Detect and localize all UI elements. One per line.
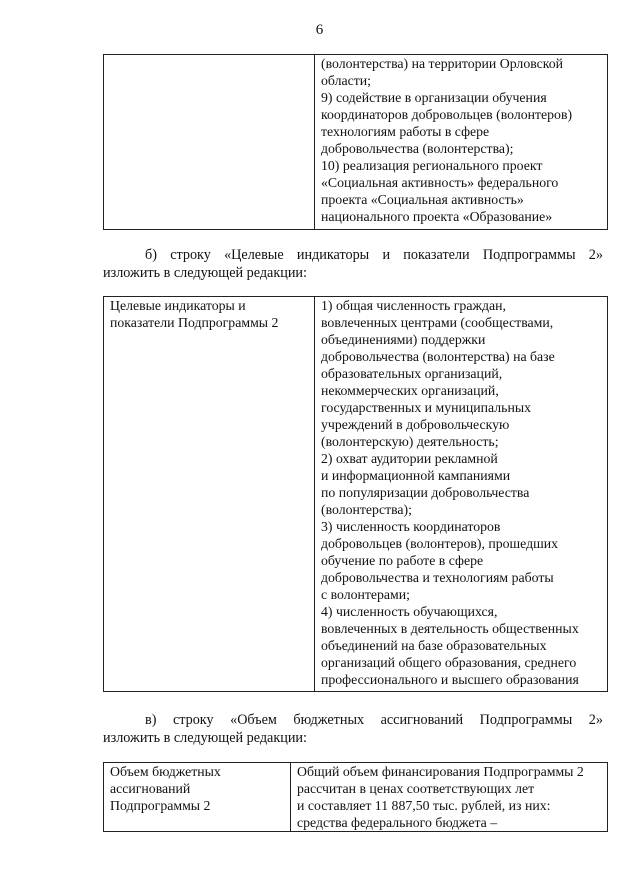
word: индикаторы — [296, 247, 370, 263]
word: строку — [170, 247, 211, 263]
paragraph-v-line2: изложить в следующей редакции: — [103, 730, 307, 746]
cell-line: «Социальная активность» федерального — [321, 175, 559, 190]
cell-line: Объем бюджетных — [110, 764, 221, 779]
cell-line: 9) содействие в организации обучения — [321, 90, 547, 105]
cell-line: показатели Подпрограммы 2 — [110, 315, 279, 330]
cell-line: вовлеченных в деятельность общественных — [321, 621, 579, 636]
table-row — [104, 297, 608, 692]
word: и — [382, 247, 391, 263]
cell-line: технологиям работы в сфере — [321, 124, 490, 139]
cell-line: профессионального и высшего образования — [321, 672, 579, 687]
cell-line: объединениями) поддержки — [321, 332, 486, 347]
word: строку — [172, 712, 214, 728]
cell-line: организаций общего образования, среднего — [321, 655, 577, 670]
cell-line: и информационной кампаниями — [321, 468, 511, 483]
cell-line: области; — [321, 73, 371, 88]
word: в) — [145, 712, 157, 728]
cell-line: Подпрограммы 2 — [110, 798, 211, 813]
table-row — [104, 763, 608, 832]
word: Подпрограммы — [482, 247, 576, 263]
paragraph-v — [103, 711, 603, 747]
paragraph-b-line1 — [103, 246, 603, 264]
cell-line: учреждений в добровольческую — [321, 417, 510, 432]
word: бюджетных — [293, 712, 365, 728]
cell-line: рассчитан в ценах соответствующих лет — [297, 781, 535, 796]
table-row — [104, 55, 608, 230]
goals-table-continuation — [103, 54, 608, 230]
word: ассигнований — [380, 712, 464, 728]
paragraph-v-line1 — [103, 711, 603, 729]
word: 2» — [588, 247, 603, 263]
cell-line: добровольчества (волонтерства) на базе — [321, 349, 555, 364]
cell-line: средства федерального бюджета – — [297, 815, 498, 830]
cell-line: Целевые индикаторы и — [110, 298, 246, 313]
cell-line: вовлеченных центрами (сообществами, — [321, 315, 554, 330]
cell-line: с волонтерами; — [321, 587, 410, 602]
budget-value-cell — [291, 763, 608, 832]
page-number: 6 — [315, 22, 324, 38]
cell-line: по популяризации добровольчества — [321, 485, 530, 500]
cell-line: координаторов добровольцев (волонтеров) — [321, 107, 573, 122]
empty-left-cell — [104, 55, 315, 230]
cell-line: добровольчества (волонтерства); — [321, 141, 514, 156]
cell-line: добровольцев (волонтеров), прошедших — [321, 536, 559, 551]
cell-line: национального проекта «Образование» — [321, 209, 553, 224]
cell-line: объединений на базе образовательных — [321, 638, 547, 653]
cell-line: ассигнований — [110, 781, 191, 796]
indicators-table — [103, 296, 608, 692]
word: «Целевые — [224, 247, 284, 263]
cell-line: (волонтерства) на территории Орловской — [321, 56, 564, 71]
tasks-cell — [315, 55, 608, 230]
cell-line: (волонтерства); — [321, 502, 412, 517]
cell-line: некоммерческих организаций, — [321, 383, 499, 398]
cell-line: добровольчества и технологиям работы — [321, 570, 554, 585]
budget-label-cell — [104, 763, 291, 832]
cell-line: проекта «Социальная активность» — [321, 192, 524, 207]
cell-line: Общий объем финансирования Подпрограммы 2 — [297, 764, 584, 779]
word: показатели — [403, 247, 470, 263]
word: б) — [145, 247, 157, 263]
word: 2» — [588, 712, 603, 728]
indicators-label-cell — [104, 297, 315, 692]
cell-line: образовательных организаций, — [321, 366, 503, 381]
budget-table — [103, 762, 608, 832]
cell-line: 10) реализация регионального проект — [321, 158, 543, 173]
indicators-value-cell — [315, 297, 608, 692]
paragraph-b — [103, 246, 603, 282]
cell-line: 1) общая численность граждан, — [321, 298, 506, 313]
cell-line: 3) численность координаторов — [321, 519, 501, 534]
cell-line: 2) охват аудитории рекламной — [321, 451, 498, 466]
cell-line: государственных и муниципальных — [321, 400, 532, 415]
word: Подпрограммы — [479, 712, 573, 728]
word: «Объем — [230, 712, 277, 728]
paragraph-b-line2: изложить в следующей редакции: — [103, 265, 307, 281]
cell-line: (волонтерскую) деятельность; — [321, 434, 499, 449]
cell-line: и составляет 11 887,50 тыс. рублей, из них: — [297, 798, 551, 813]
cell-line: обучение по работе в сфере — [321, 553, 484, 568]
cell-line: 4) численность обучающихся, — [321, 604, 498, 619]
